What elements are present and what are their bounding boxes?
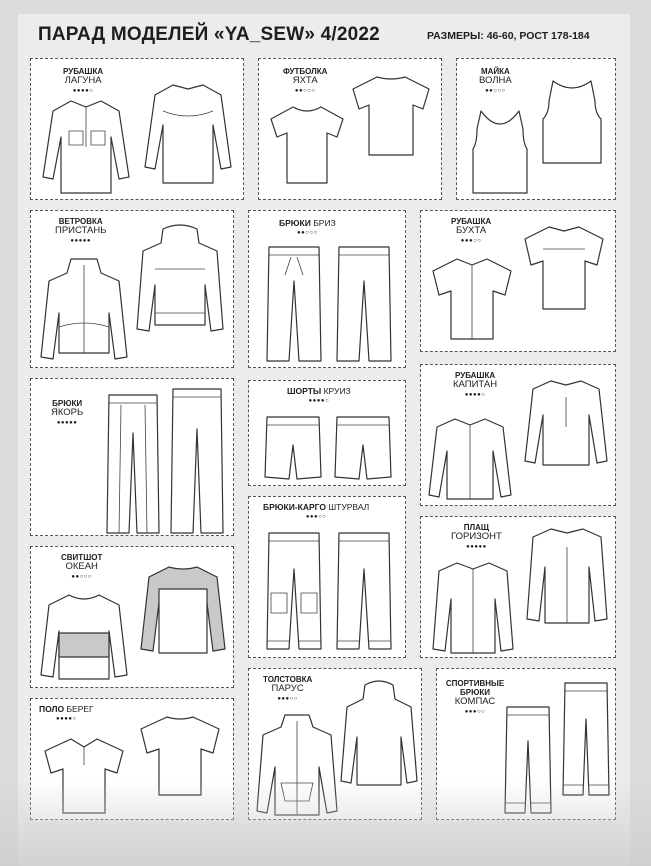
card-type: СПОРТИВНЫЕ БРЮКИ [445, 679, 505, 698]
difficulty-dots: ●●●○○ [464, 709, 486, 716]
difficulty-dots: ●●●●○ [72, 88, 94, 95]
card-label [287, 387, 351, 406]
card-name: БЕРЕГ [66, 704, 94, 714]
tshirt-icon [269, 103, 345, 187]
shirt-short-sleeve-icon [429, 255, 515, 343]
card-sweatshirt-okean[interactable] [30, 546, 234, 688]
card-label [283, 67, 327, 96]
card-trousers-briz[interactable] [248, 210, 406, 368]
difficulty-dots: ●●○○○ [71, 574, 92, 581]
card-name: КРУИЗ [323, 386, 351, 396]
trousers-icon [335, 245, 393, 363]
card-label [451, 217, 491, 246]
card-sweatpants-kompas[interactable] [436, 668, 616, 820]
card-type: РУБАШКА [451, 217, 492, 226]
sweatpants-icon [561, 681, 611, 799]
polo-shirt-icon [41, 735, 127, 817]
card-label [263, 503, 369, 522]
card-label [55, 217, 106, 246]
windbreaker-icon [39, 257, 129, 363]
card-hoodie-parus[interactable] [248, 668, 422, 820]
page-title: ПАРАД МОДЕЛЕЙ «YA_SEW» 4/2022 [38, 24, 380, 45]
card-cargo-shturval[interactable] [248, 496, 406, 658]
card-windbreaker-pristan[interactable] [30, 210, 234, 368]
card-shirt-laguna[interactable] [30, 58, 244, 200]
card-type: ФУТБОЛКА [283, 67, 328, 76]
card-type: БРЮКИ [52, 399, 83, 408]
card-label [445, 679, 505, 717]
difficulty-dots: ●●●●● [70, 238, 92, 245]
tshirt-icon [351, 73, 431, 159]
sweatshirt-icon [139, 563, 227, 657]
card-trousers-yakor[interactable] [30, 378, 234, 536]
difficulty-dots: ●●●●● [466, 544, 487, 551]
trousers-icon [105, 393, 161, 535]
card-name: ОКЕАН [65, 561, 98, 573]
card-type: РУБАШКА [63, 67, 104, 76]
card-type: ПОЛО [39, 704, 65, 714]
cargo-trousers-icon [265, 531, 323, 653]
windbreaker-icon [135, 225, 225, 333]
card-label [63, 67, 103, 96]
difficulty-dots: ●●○○○ [297, 229, 318, 236]
trousers-icon [265, 245, 323, 363]
shirt-long-sleeve-icon [523, 377, 609, 469]
size-range: РАЗМЕРЫ: 46-60, РОСТ 178-184 [427, 30, 590, 42]
difficulty-dots: ●●●●● [56, 420, 78, 427]
card-label [263, 675, 312, 704]
difficulty-dots: ●●●●○ [56, 715, 77, 722]
shirt-short-sleeve-icon [521, 223, 607, 313]
card-type: БРЮКИ-КАРГО [263, 502, 326, 512]
card-shorts-kruiz[interactable] [248, 380, 406, 486]
card-type: СВИТШОТ [61, 553, 103, 562]
sweatpants-icon [503, 705, 553, 817]
card-name: ЯКОРЬ [51, 407, 84, 419]
hoodie-icon [339, 681, 419, 787]
raincoat-icon [431, 559, 515, 655]
card-name: ЛАГУНА [64, 75, 102, 87]
card-polo-bereg[interactable] [30, 698, 234, 820]
card-label [453, 371, 497, 400]
card-label [39, 705, 94, 724]
raincoat-icon [525, 525, 609, 625]
card-label [451, 523, 502, 552]
card-name: КАПИТАН [453, 379, 498, 391]
card-name: ПРИСТАНЬ [55, 225, 107, 237]
tank-top-icon [541, 79, 603, 165]
card-raincoat-gorizont[interactable] [420, 516, 616, 658]
shorts-icon [333, 415, 393, 481]
card-label [51, 399, 83, 428]
card-shirt-kapitan[interactable] [420, 364, 616, 506]
difficulty-dots: ●●●●○ [308, 397, 330, 404]
card-name: ГОРИЗОНТ [451, 531, 502, 543]
card-type: ПЛАЩ [463, 523, 490, 532]
shirt-long-sleeve-icon [427, 415, 513, 503]
card-shirt-buhta[interactable] [420, 210, 616, 352]
difficulty-dots: ●●●○○ [305, 513, 327, 520]
card-label [279, 219, 336, 238]
card-type: ТОЛСТОВКА [263, 675, 313, 684]
card-type: БРЮКИ [279, 218, 311, 228]
tank-top-icon [471, 109, 529, 195]
card-label [61, 553, 102, 582]
card-name: ЯХТА [292, 75, 318, 87]
hoodie-icon [255, 713, 339, 817]
difficulty-dots: ●●●●○ [464, 392, 486, 399]
cargo-trousers-icon [335, 531, 393, 653]
card-type: РУБАШКА [454, 371, 496, 380]
difficulty-dots: ●●●○○ [277, 696, 298, 703]
card-tank-volna[interactable] [456, 58, 616, 200]
card-type: ШОРТЫ [287, 386, 322, 396]
card-type: ВЕТРОВКА [58, 217, 103, 226]
difficulty-dots: ●●○○○ [294, 88, 316, 95]
card-name: ШТУРВАЛ [328, 502, 370, 512]
card-name: ПАРУС [271, 683, 304, 695]
card-name: КОМПАС [454, 696, 496, 708]
difficulty-dots: ●●●○○ [460, 238, 482, 245]
card-tshirt-yahta[interactable] [258, 58, 442, 200]
card-label [479, 67, 512, 96]
card-type: МАЙКА [480, 67, 510, 76]
shirt-long-sleeve-icon [41, 97, 131, 197]
card-name: ВОЛНА [479, 75, 512, 87]
difficulty-dots: ●●○○○ [485, 88, 506, 95]
card-name: БРИЗ [313, 218, 336, 228]
sweatshirt-icon [39, 591, 129, 683]
card-name: БУХТА [455, 225, 487, 237]
trousers-icon [169, 387, 225, 535]
shirt-long-sleeve-icon [143, 81, 233, 191]
polo-shirt-icon [137, 713, 223, 799]
shorts-icon [263, 415, 323, 481]
